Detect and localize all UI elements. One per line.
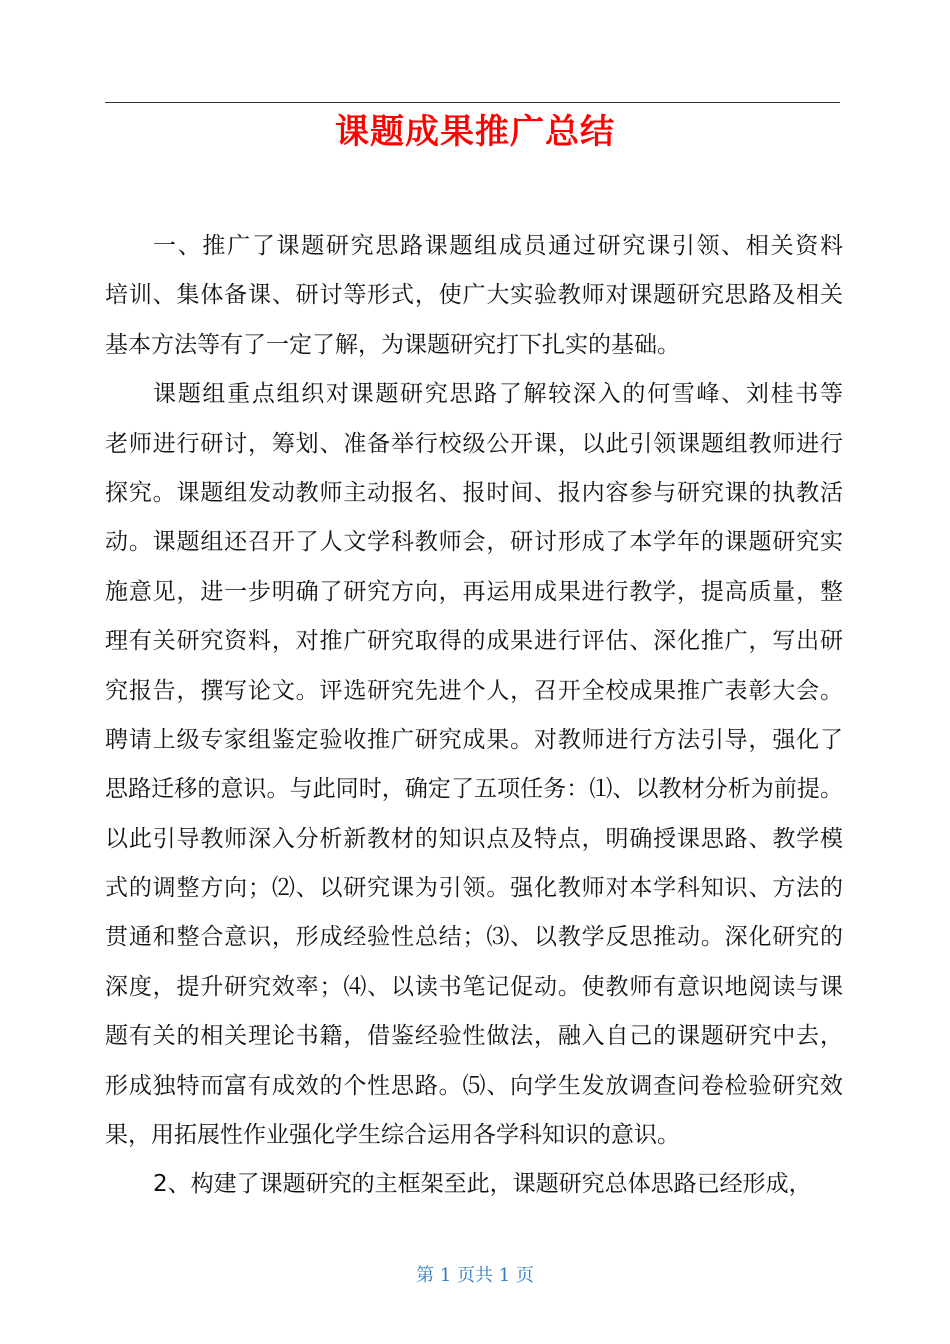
document-body <box>105 222 843 1210</box>
body-line: 理有关研究资料，对推广研究取得的成果进行评估、深化推广，写出研 <box>105 628 843 655</box>
body-line: 培训、集体备课、研讨等形式，使广大实验教师对课题研究思路及相关 <box>105 282 843 309</box>
body-line: 一、推广了课题研究思路课题组成员通过研究课引领、相关资料 <box>153 233 843 259</box>
header-rule <box>105 102 840 103</box>
body-line: 思路迁移的意识。与此同时，确定了五项任务：⑴、以教材分析为前提。 <box>105 776 843 803</box>
body-line: 深度，提升研究效率；⑷、以读书笔记促动。使教师有意识地阅读与课 <box>105 973 843 1000</box>
body-line: 以此引导教师深入分析新教材的知识点及特点，明确授课思路、教学模 <box>105 825 843 852</box>
document-title: 课题成果推广总结 <box>335 112 615 152</box>
body-line: 动。课题组还召开了人文学科教师会，研讨形成了本学年的课题研究实 <box>105 529 843 556</box>
body-line: 贯通和整合意识，形成经验性总结；⑶、以教学反思推动。深化研究的 <box>105 924 843 951</box>
body-line: 果，用拓展性作业强化学生综合运用各学科知识的意识。 <box>105 1122 680 1149</box>
body-line: 聘请上级专家组鉴定验收推广研究成果。对教师进行方法引导，强化了 <box>105 726 843 753</box>
body-line: 探究。课题组发动教师主动报名、报时间、报内容参与研究课的执教活 <box>105 479 843 506</box>
body-line: 究报告，撰写论文。评选研究先进个人，召开全校成果推广表彰大会。 <box>105 677 843 704</box>
body-line: 2、构建了课题研究的主框架至此，课题研究总体思路已经形成， <box>153 1171 812 1198</box>
body-line: 老师进行研讨，筹划、准备举行校级公开课，以此引领课题组教师进行 <box>105 430 843 457</box>
body-line: 施意见，进一步明确了研究方向，再运用成果进行教学，提高质量，整 <box>105 578 843 605</box>
body-line: 课题组重点组织对课题研究思路了解较深入的何雪峰、刘桂书等 <box>153 381 843 408</box>
body-line: 题有关的相关理论书籍，借鉴经验性做法，融入自己的课题研究中去， <box>105 1023 843 1050</box>
body-line: 基本方法等有了一定了解，为课题研究打下扎实的基础。 <box>105 331 680 358</box>
body-line: 形成独特而富有成效的个性思路。⑸、向学生发放调查问卷检验研究效 <box>105 1072 843 1099</box>
body-line: 式的调整方向；⑵、以研究课为引领。强化教师对本学科知识、方法的 <box>105 875 843 902</box>
page-footer: 第 1 页共 1 页 <box>416 1265 534 1286</box>
